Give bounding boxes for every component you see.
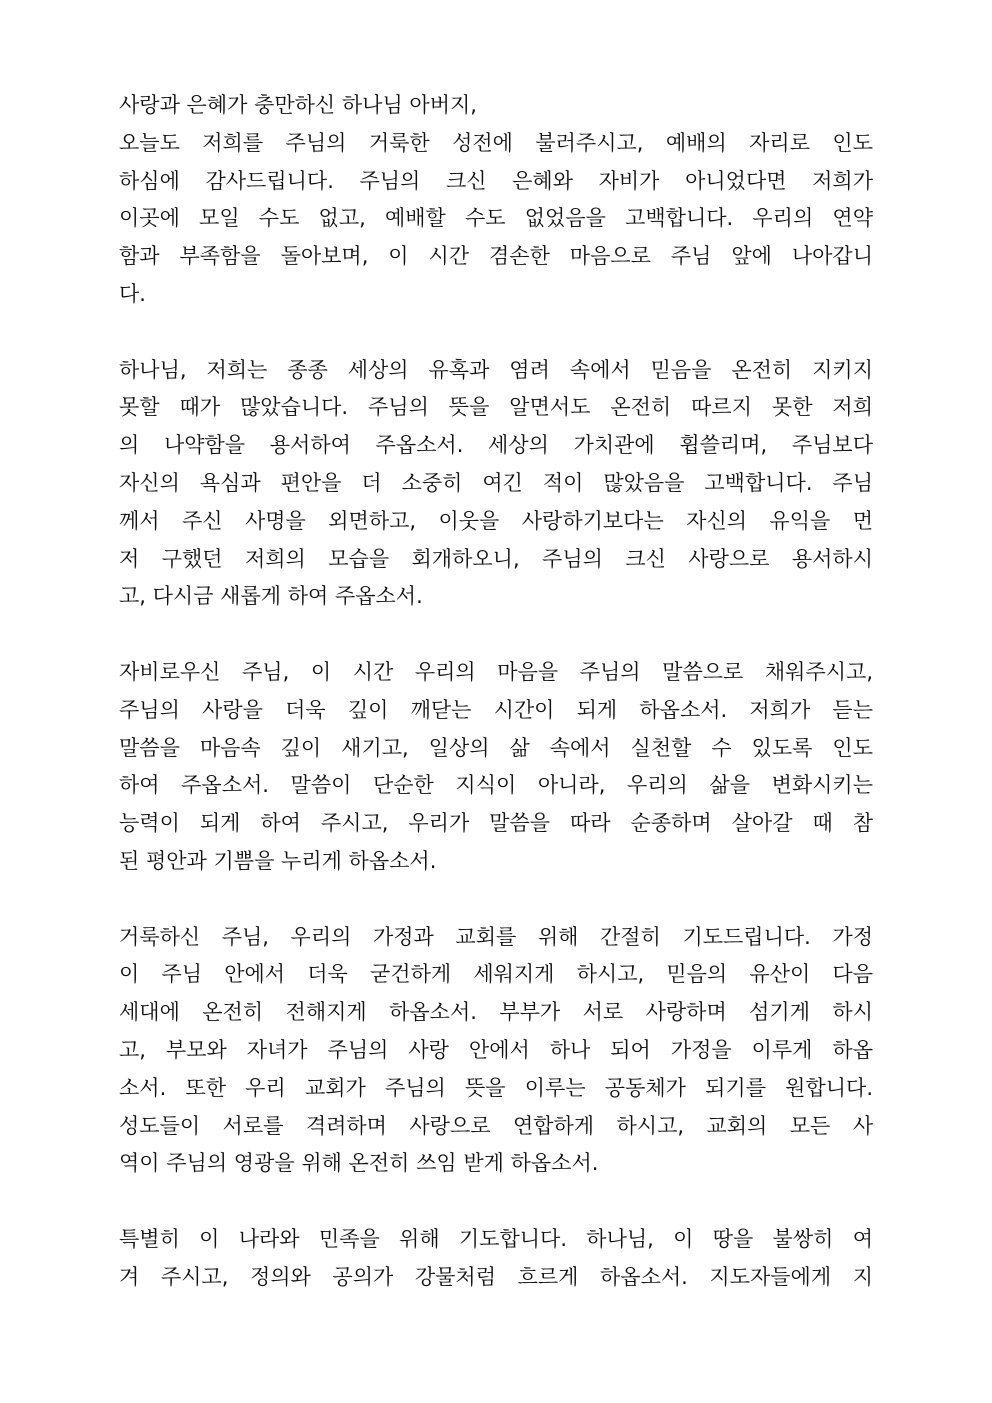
text-line: 다.	[119, 281, 146, 306]
text-line: 특별히 이 나라와 민족을 위해 기도합니다. 하나님, 이 땅을 불쌍히 여	[119, 1226, 873, 1251]
paragraph-2	[119, 352, 873, 617]
text-line: 거룩하신 주님, 우리의 가정과 교회를 위해 간절히 기도드립니다. 가정	[119, 924, 873, 949]
paragraph-5	[119, 1221, 873, 1297]
text-line: 역이 주님의 영광을 위해 온전히 쓰임 받게 하옵소서.	[119, 1151, 599, 1176]
text-line: 이 주님 안에서 더욱 굳건하게 세워지게 하시고, 믿음의 유산이 다음	[119, 962, 873, 987]
text-line: 오늘도 저희를 주님의 거룩한 성전에 불러주시고, 예배의 자리로 인도	[119, 130, 873, 155]
text-line: 겨 주시고, 정의와 공의가 강물처럼 흐르게 하옵소서. 지도자들에게 지	[119, 1264, 873, 1289]
paragraph-1	[119, 87, 873, 314]
text-line: 자신의 욕심과 편안을 더 소중히 여긴 적이 많았음을 고백합니다. 주님	[119, 470, 873, 495]
text-line: 께서 주신 사명을 외면하고, 이웃을 사랑하기보다는 자신의 유익을 먼	[119, 508, 873, 533]
text-line: 자비로우신 주님, 이 시간 우리의 마음을 주님의 말씀으로 채워주시고,	[119, 659, 873, 684]
text-line: 하나님, 저희는 종종 세상의 유혹과 염려 속에서 믿음을 온전히 지키지	[119, 357, 873, 382]
text-line: 하여 주옵소서. 말씀이 단순한 지식이 아니라, 우리의 삶을 변화시키는	[119, 773, 873, 798]
text-line: 주님의 사랑을 더욱 깊이 깨닫는 시간이 되게 하옵소서. 저희가 듣는	[119, 697, 873, 722]
paragraph-4	[119, 919, 873, 1184]
text-line: 하심에 감사드립니다. 주님의 크신 은혜와 자비가 아니었다면 저희가	[119, 168, 873, 193]
paragraph-3	[119, 654, 873, 881]
text-line: 세대에 온전히 전해지게 하옵소서. 부부가 서로 사랑하며 섬기게 하시	[119, 1000, 873, 1025]
prayer-text	[119, 87, 873, 1334]
text-line: 사랑과 은혜가 충만하신 하나님 아버지,	[119, 93, 477, 117]
text-line: 의 나약함을 용서하여 주옵소서. 세상의 가치관에 휩쓸리며, 주님보다	[119, 433, 873, 458]
text-line: 못할 때가 많았습니다. 주님의 뜻을 알면서도 온전히 따르지 못한 저희	[119, 395, 873, 420]
text-line: 함과 부족함을 돌아보며, 이 시간 겸손한 마음으로 주님 앞에 나아갑니	[119, 244, 873, 269]
text-line: 말씀을 마음속 깊이 새기고, 일상의 삶 속에서 실천할 수 있도록 인도	[119, 735, 873, 760]
text-line: 고, 다시금 새롭게 하여 주옵소서.	[119, 584, 423, 609]
text-line: 소서. 또한 우리 교회가 주님의 뜻을 이루는 공동체가 되기를 원합니다.	[119, 1075, 873, 1100]
text-line: 저 구했던 저희의 모습을 회개하오니, 주님의 크신 사랑으로 용서하시	[119, 546, 873, 571]
text-line: 능력이 되게 하여 주시고, 우리가 말씀을 따라 순종하며 살아갈 때 참	[119, 811, 873, 836]
text-line: 이곳에 모일 수도 없고, 예배할 수도 없었음을 고백합니다. 우리의 연약	[119, 206, 873, 231]
text-line: 고, 부모와 자녀가 주님의 사랑 안에서 하나 되어 가정을 이루게 하옵	[119, 1037, 873, 1062]
text-line: 성도들이 서로를 격려하며 사랑으로 연합하게 하시고, 교회의 모든 사	[119, 1113, 873, 1138]
text-line: 된 평안과 기쁨을 누리게 하옵소서.	[119, 848, 437, 873]
